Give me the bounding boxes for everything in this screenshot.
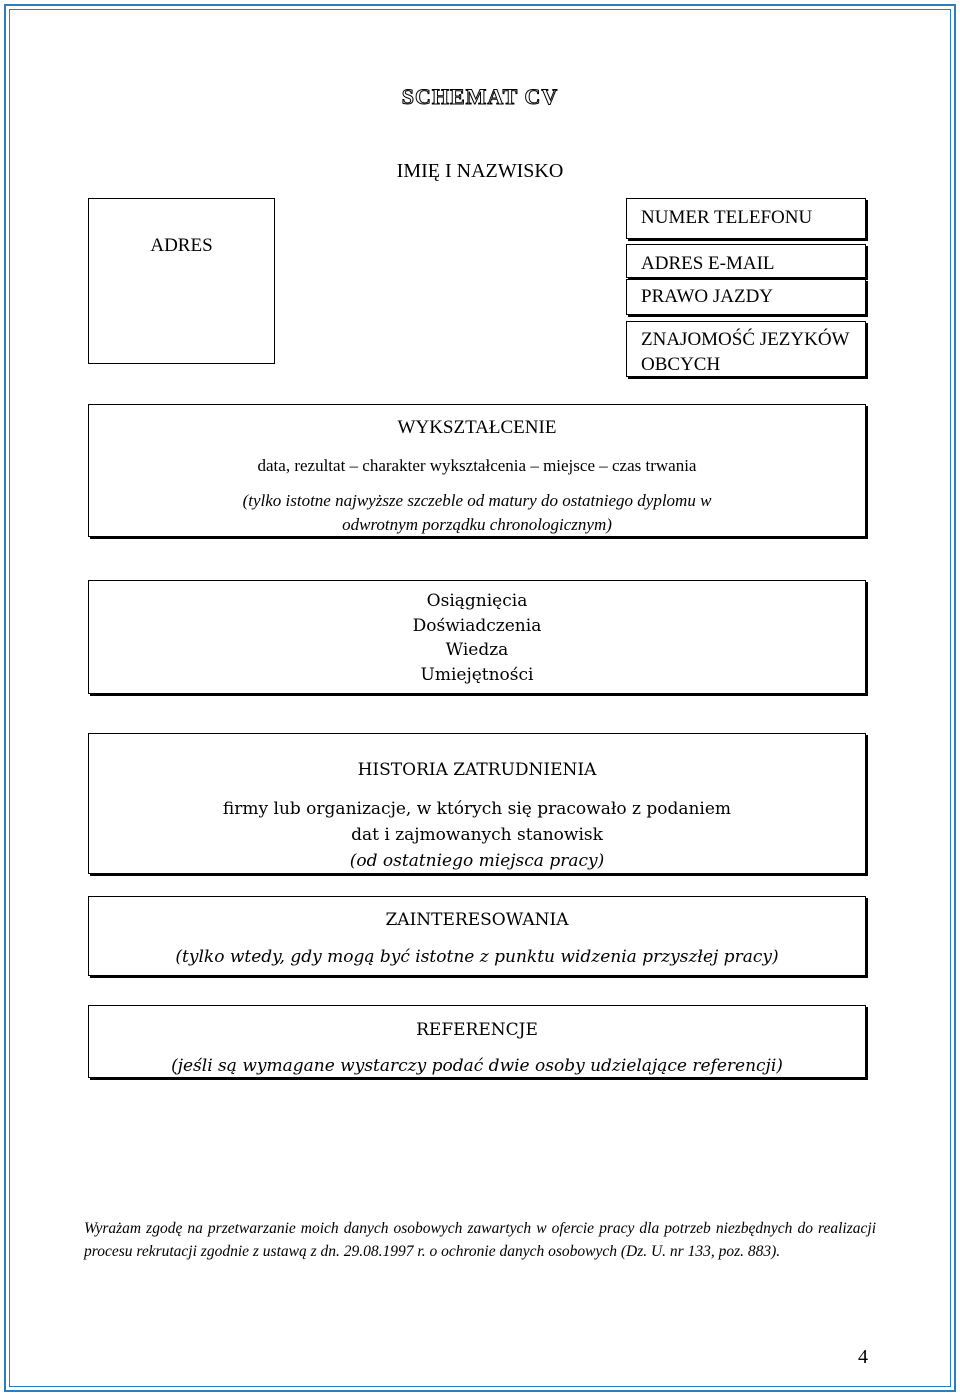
employment-section xyxy=(88,733,866,874)
email-box xyxy=(626,244,866,278)
languages-label: ZNAJOMOŚĆ JEZYKÓW OBCYCH xyxy=(641,329,850,375)
document-title: SCHEMAT CV xyxy=(401,84,559,109)
employment-desc-line2: dat i zajmowanych stanowisk xyxy=(351,825,603,845)
interests-section xyxy=(88,896,866,976)
skills-section xyxy=(88,580,866,694)
consent-clause: Wyrażam zgodę na przetwarzanie moich danych osobowych zawartych w ofercie pracy dla potrzeb niezbędnych do realizacji procesu rekrutacji zgodnie z ustawą z dn. 29.08.1997 r. o ochronie danych osobowych (Dz. U. nr 133, poz. 883). xyxy=(84,1220,876,1260)
license-label: PRAWO JAZDY xyxy=(641,286,774,307)
name-label: IMIĘ I NAZWISKO xyxy=(396,160,564,182)
references-note: (jeśli są wymagane wystarczy podać dwie osoby udzielające referencji) xyxy=(171,1056,783,1076)
skill-item: Umiejętności xyxy=(420,664,534,685)
references-heading: REFERENCJE xyxy=(416,1020,538,1040)
license-box xyxy=(626,279,866,315)
references-section xyxy=(88,1005,866,1078)
phone-box xyxy=(626,198,866,239)
address-box xyxy=(88,198,275,364)
employment-desc-line1: firmy lub organizacje, w których się pracowało z podaniem xyxy=(222,799,732,819)
skill-item: Doświadczenia xyxy=(412,615,542,636)
languages-box xyxy=(626,321,866,377)
employment-note: (od ostatniego miejsca pracy) xyxy=(349,851,605,871)
employment-description xyxy=(89,796,865,874)
education-section xyxy=(88,404,866,537)
skill-item: Wiedza xyxy=(445,640,509,660)
education-note: (tylko istotne najwyższe szczeble od matury do ostatniego dyplomu w odwrotnym porządku chronologicznym) xyxy=(242,491,712,534)
education-heading: WYKSZTAŁCENIE xyxy=(397,417,557,438)
interests-heading: ZAINTERESOWANIA xyxy=(385,910,569,930)
email-label: ADRES E-MAIL xyxy=(641,253,775,274)
interests-note: (tylko wtedy, gdy mogą być istotne z punktu widzenia przyszłej pracy) xyxy=(175,947,779,967)
employment-heading: HISTORIA ZATRUDNIENIA xyxy=(357,760,597,780)
page-number: 4 xyxy=(858,1346,868,1368)
education-fields: data, rezultat – charakter wykształcenia – miejsce – czas trwania xyxy=(257,456,697,475)
skill-item: Osiągnięcia xyxy=(426,591,528,611)
skills-list xyxy=(89,589,865,687)
phone-label: NUMER TELEFONU xyxy=(641,207,813,228)
address-label: ADRES xyxy=(150,235,213,256)
